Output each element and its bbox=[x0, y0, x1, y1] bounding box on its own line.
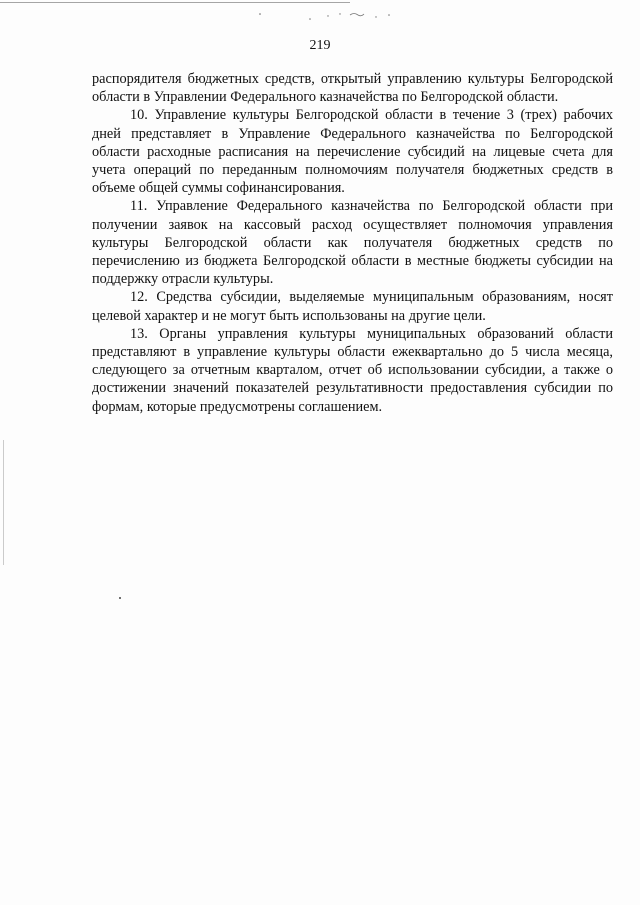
paragraph-item-11: 11. Управление Федерального казначейства по Белгородской области при получении заявок на кассовый расход осуществляет полномочия управления культуры Белгородской области как получателя бюджетных средств по перечислению из бюджета Белгородской области в местные бюджеты субсидии на поддержку отрасли культуры. bbox=[92, 198, 613, 288]
scan-margin-mark bbox=[3, 440, 4, 565]
paragraph-continuation: распорядителя бюджетных средств, открытый управлению культуры Белгородской области в Управлении Федерального казначейства по Белгородской области. bbox=[92, 71, 613, 106]
scan-speck bbox=[119, 597, 121, 599]
paragraph-item-13: 13. Органы управления культуры муниципальных образований области представляют в управление культуры области ежеквартально до 5 числа месяца, следующего за отчетным кварталом, отчет об использовании субсидии, а также о достижении значений показателей результативности предоставления субсидии по формам, которые предусмотрены соглашением. bbox=[92, 325, 613, 415]
paragraph-item-12: 12. Средства субсидии, выделяемые муниципальным образованиям, носят целевой характер и не могут быть использованы на другие цели. bbox=[92, 289, 613, 324]
document-body bbox=[92, 70, 613, 416]
scan-border-line bbox=[0, 2, 350, 3]
page-number: 219 bbox=[309, 38, 331, 53]
paragraph-item-10: 10. Управление культуры Белгородской области в течение 3 (трех) рабочих дней представляет в Управление Федерального казначейства по Белгородской области расходные расписания на перечисление субсидий на лицевые счета для учета операций по переданным полномочиям получателя бюджетных средств в объеме общей суммы софинансирования. bbox=[92, 107, 613, 197]
scan-noise-marks bbox=[258, 10, 398, 24]
